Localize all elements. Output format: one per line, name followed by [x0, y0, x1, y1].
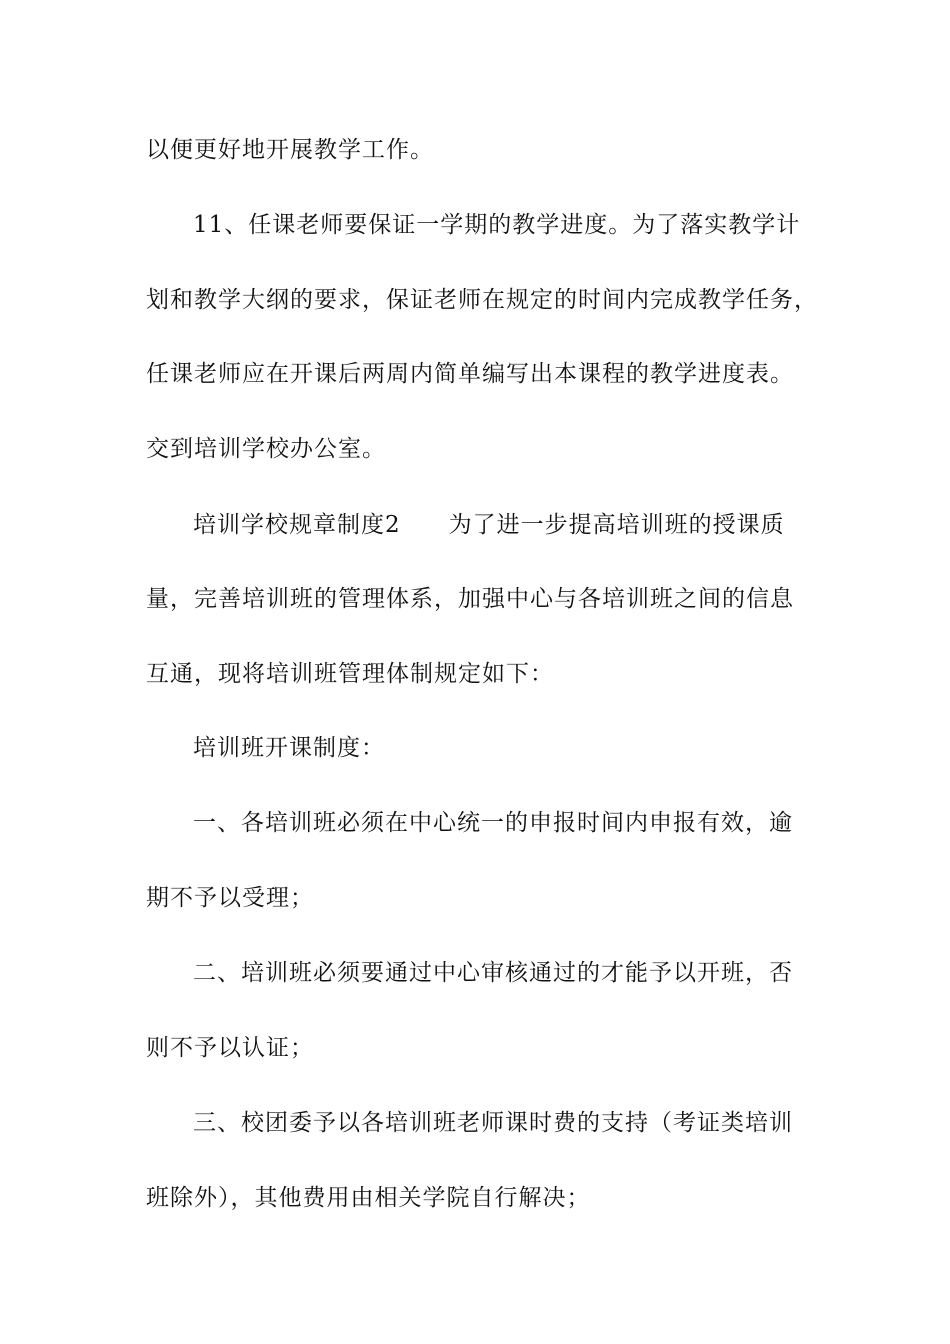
text-line: 划和教学大纲的要求，保证老师在规定的时间内完成教学任务，	[146, 287, 818, 313]
text-line: 期不予以受理；	[146, 885, 314, 911]
text-line: 班除外），其他费用由相关学院自行解决；	[146, 1185, 591, 1211]
text-line: 二、培训班必须要通过中心审核通过的才能予以开班，否	[193, 960, 793, 986]
heading-continuation: 为了进一步提高培训班的授课质	[448, 512, 785, 538]
text-line: 一、各培训班必须在中心统一的申报时间内申报有效，逾	[193, 810, 793, 836]
section-heading-line	[193, 505, 863, 545]
text-line: 任课老师应在开课后两周内简单编写出本课程的教学进度表。	[146, 361, 794, 387]
text-line: 以便更好地开展教学工作。	[146, 137, 434, 163]
text-line: 则不予以认证；	[146, 1035, 314, 1061]
text-line: 交到培训学校办公室。	[146, 436, 386, 462]
text-line: 三、校团委予以各培训班老师课时费的支持（考证类培训	[193, 1110, 793, 1136]
text-line: 11、任课老师要保证一学期的教学进度。为了落实教学计	[193, 212, 801, 238]
text-line: 互通，现将培训班管理体制规定如下：	[146, 661, 554, 687]
section-heading: 培训学校规章制度2	[193, 512, 401, 538]
text-line: 量，完善培训班的管理体系，加强中心与各培训班之间的信息	[146, 586, 794, 612]
subheading-line: 培训班开课制度：	[193, 735, 385, 761]
